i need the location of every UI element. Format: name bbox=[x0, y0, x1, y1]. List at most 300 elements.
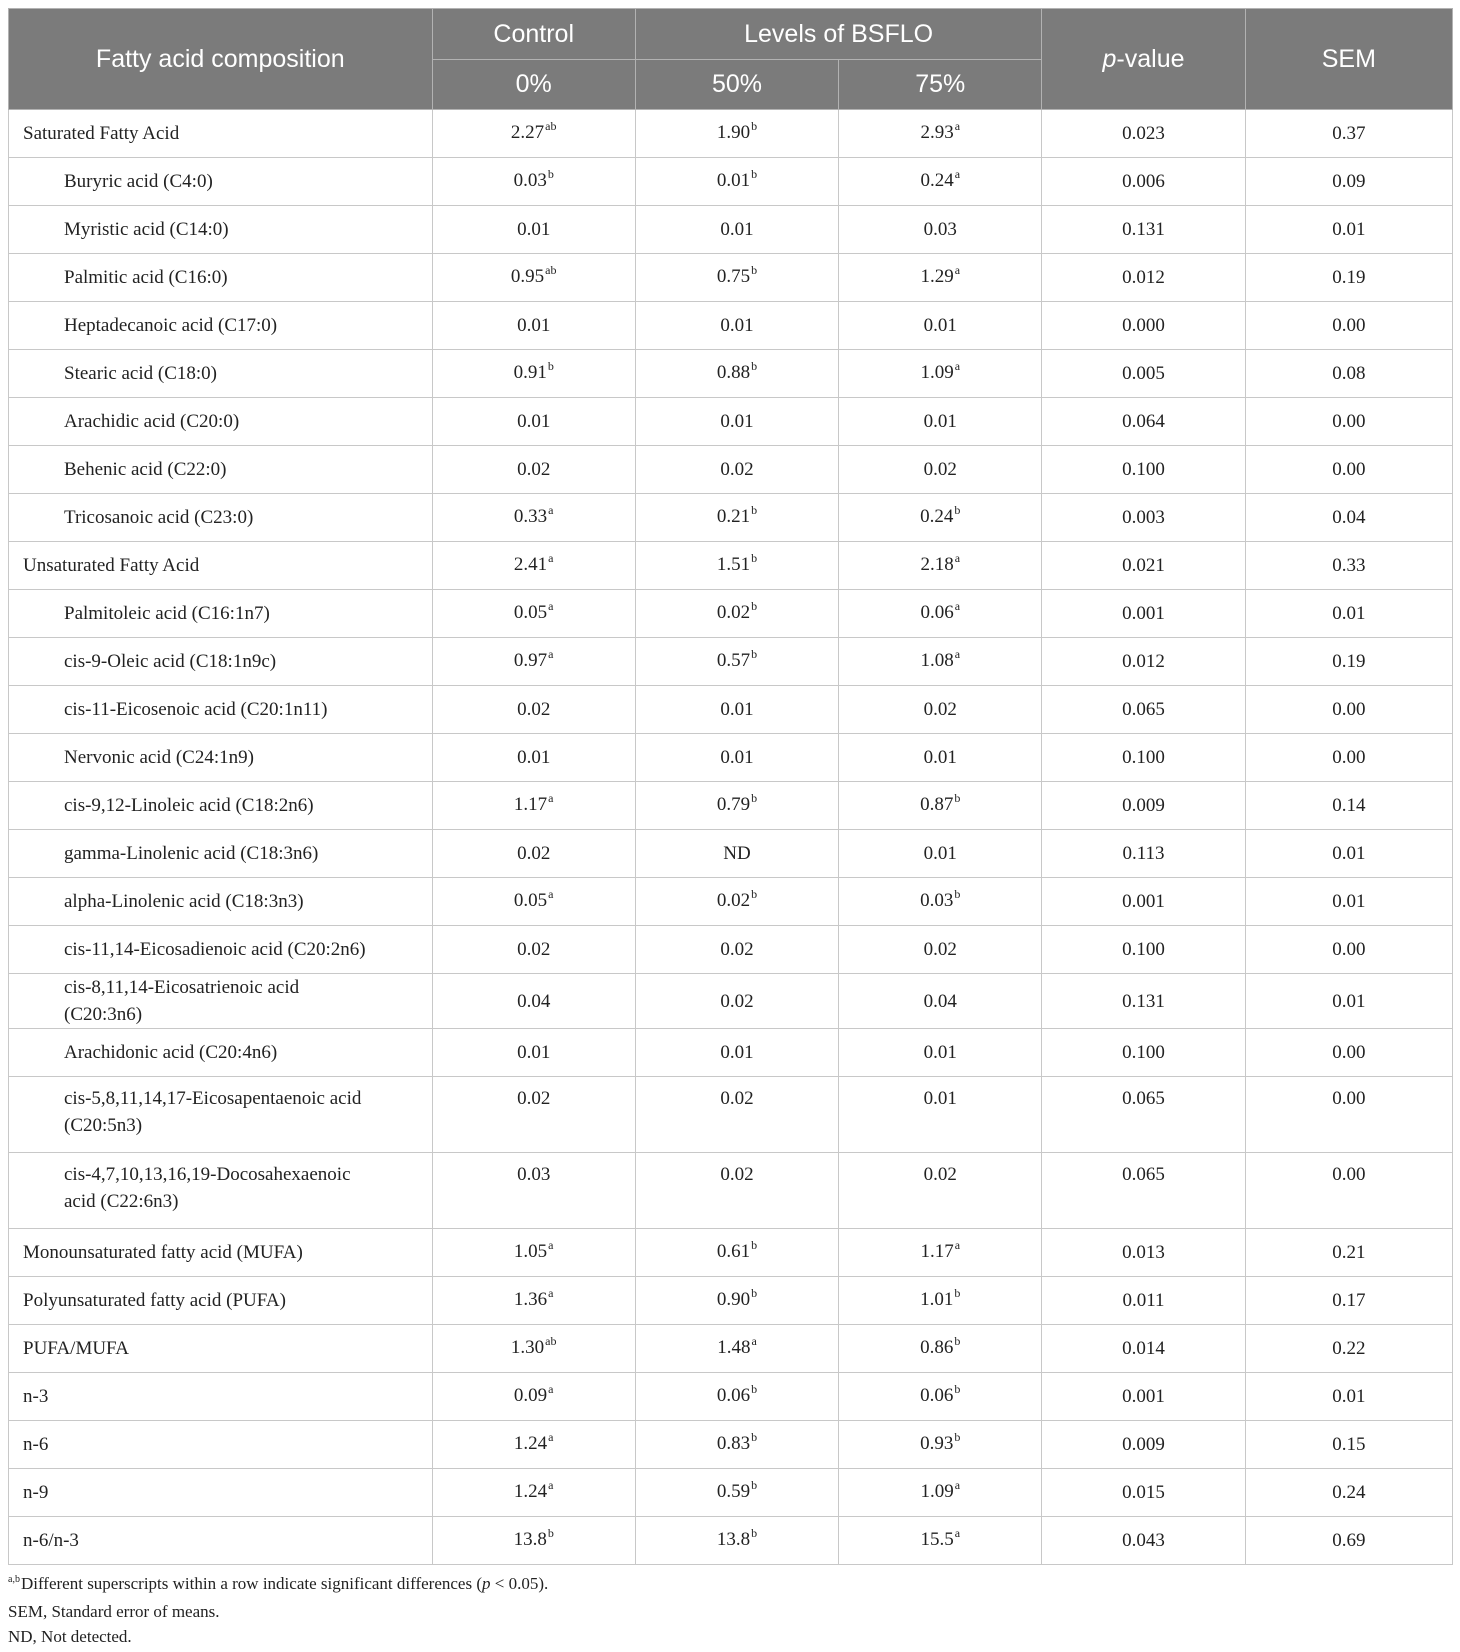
cell-value: 1.01 bbox=[920, 1289, 954, 1310]
table-footnotes bbox=[8, 1571, 1453, 1649]
significance-superscript: ab bbox=[545, 263, 557, 277]
cell-value: 0.01 bbox=[517, 315, 551, 336]
row-label: Saturated Fatty Acid bbox=[9, 110, 433, 158]
fatty-acid-table-figure bbox=[8, 8, 1453, 1649]
row-label: n-3 bbox=[9, 1373, 433, 1421]
cell-control-0 bbox=[432, 206, 635, 254]
cell-control-0 bbox=[432, 830, 635, 878]
table-row bbox=[9, 206, 1453, 254]
header-level-0: 0% bbox=[432, 60, 635, 110]
cell-value: 0.02 bbox=[517, 1088, 551, 1109]
cell-control-0 bbox=[432, 1153, 635, 1229]
cell-value: 0.01 bbox=[923, 1042, 957, 1063]
significance-superscript: b bbox=[751, 1430, 758, 1444]
cell-bsflo-75 bbox=[839, 446, 1042, 494]
cell-p-value: 0.001 bbox=[1042, 1373, 1245, 1421]
cell-value: 0.01 bbox=[923, 843, 957, 864]
cell-value: 2.93 bbox=[920, 122, 954, 143]
cell-bsflo-75 bbox=[839, 1373, 1042, 1421]
cell-value: 1.05 bbox=[513, 1241, 548, 1262]
cell-value: 0.02 bbox=[517, 843, 551, 864]
significance-superscript: a bbox=[954, 359, 961, 373]
cell-sem: 0.19 bbox=[1245, 254, 1452, 302]
cell-value: 0.61 bbox=[716, 1241, 751, 1262]
cell-sem: 0.24 bbox=[1245, 1469, 1452, 1517]
cell-bsflo-50 bbox=[635, 206, 838, 254]
cell-bsflo-50 bbox=[635, 1277, 838, 1325]
cell-control-0 bbox=[432, 1077, 635, 1153]
row-label: gamma-Linolenic acid (C18:3n6) bbox=[9, 830, 433, 878]
cell-value: 0.02 bbox=[720, 1164, 754, 1185]
cell-control-0 bbox=[432, 1421, 635, 1469]
cell-bsflo-50 bbox=[635, 1517, 838, 1565]
cell-sem: 0.01 bbox=[1245, 878, 1452, 926]
footnote-sig-text: Different superscripts within a row indicate significant differences ( bbox=[20, 1574, 483, 1593]
table-row bbox=[9, 1421, 1453, 1469]
row-label: Buryric acid (C4:0) bbox=[9, 158, 433, 206]
cell-bsflo-50 bbox=[635, 734, 838, 782]
cell-value: 1.17 bbox=[920, 1241, 954, 1262]
cell-p-value: 0.065 bbox=[1042, 686, 1245, 734]
header-sem: SEM bbox=[1245, 9, 1452, 110]
cell-value: 1.09 bbox=[920, 1481, 954, 1502]
cell-bsflo-50 bbox=[635, 1153, 838, 1229]
cell-value: 0.02 bbox=[720, 459, 754, 480]
cell-control-0 bbox=[432, 638, 635, 686]
table-row bbox=[9, 1373, 1453, 1421]
cell-sem: 0.22 bbox=[1245, 1325, 1452, 1373]
cell-value: 0.02 bbox=[517, 699, 551, 720]
cell-value: 0.02 bbox=[923, 939, 957, 960]
cell-bsflo-75 bbox=[839, 254, 1042, 302]
cell-value: 0.87 bbox=[920, 794, 954, 815]
significance-superscript: a bbox=[954, 263, 961, 277]
significance-superscript: a bbox=[548, 551, 554, 565]
cell-bsflo-75 bbox=[839, 1153, 1042, 1229]
significance-superscript: b bbox=[751, 167, 758, 181]
cell-value: 1.36 bbox=[513, 1289, 548, 1310]
table-row bbox=[9, 254, 1453, 302]
cell-p-value: 0.009 bbox=[1042, 1421, 1245, 1469]
cell-p-value: 0.001 bbox=[1042, 590, 1245, 638]
significance-superscript: a bbox=[548, 1382, 554, 1396]
table-row bbox=[9, 974, 1453, 1029]
cell-value: 0.59 bbox=[716, 1481, 751, 1502]
significance-superscript: a bbox=[954, 1238, 961, 1252]
cell-bsflo-75 bbox=[839, 734, 1042, 782]
cell-value: 2.18 bbox=[920, 554, 954, 575]
cell-control-0 bbox=[432, 446, 635, 494]
cell-sem: 0.09 bbox=[1245, 158, 1452, 206]
footnote-sem: SEM, Standard error of means. bbox=[8, 1602, 220, 1621]
footnote-sig-mark: a,b bbox=[8, 1574, 20, 1585]
cell-value: 0.02 bbox=[923, 1164, 957, 1185]
cell-bsflo-75 bbox=[839, 878, 1042, 926]
footnote-sig-p: p bbox=[482, 1574, 491, 1593]
significance-superscript: b bbox=[751, 1526, 758, 1540]
significance-superscript: a bbox=[548, 887, 554, 901]
cell-sem: 0.15 bbox=[1245, 1421, 1452, 1469]
row-label: PUFA/MUFA bbox=[9, 1325, 433, 1373]
cell-control-0 bbox=[432, 398, 635, 446]
cell-value: 0.75 bbox=[716, 266, 751, 287]
cell-value: 1.24 bbox=[513, 1433, 548, 1454]
cell-bsflo-50 bbox=[635, 542, 838, 590]
cell-p-value: 0.000 bbox=[1042, 302, 1245, 350]
significance-superscript: a bbox=[548, 599, 554, 613]
cell-value: 0.33 bbox=[513, 506, 548, 527]
cell-value: 0.01 bbox=[720, 1042, 754, 1063]
cell-value: 1.24 bbox=[513, 1481, 548, 1502]
table-row bbox=[9, 1469, 1453, 1517]
significance-superscript: a bbox=[954, 1526, 961, 1540]
cell-bsflo-50 bbox=[635, 302, 838, 350]
cell-bsflo-50 bbox=[635, 686, 838, 734]
significance-superscript: b bbox=[547, 359, 554, 373]
cell-value: 0.02 bbox=[517, 459, 551, 480]
significance-superscript: a bbox=[548, 1430, 554, 1444]
cell-p-value: 0.021 bbox=[1042, 542, 1245, 590]
header-level-50: 50% bbox=[635, 60, 838, 110]
row-label: Unsaturated Fatty Acid bbox=[9, 542, 433, 590]
cell-value: 0.83 bbox=[716, 1433, 751, 1454]
cell-control-0 bbox=[432, 1325, 635, 1373]
significance-superscript: a bbox=[954, 1478, 961, 1492]
cell-bsflo-75 bbox=[839, 1277, 1042, 1325]
cell-value: 0.03 bbox=[513, 170, 547, 191]
cell-p-value: 0.113 bbox=[1042, 830, 1245, 878]
cell-value: 0.02 bbox=[517, 939, 551, 960]
cell-bsflo-50 bbox=[635, 350, 838, 398]
cell-sem: 0.00 bbox=[1245, 398, 1452, 446]
cell-bsflo-75 bbox=[839, 110, 1042, 158]
cell-p-value: 0.023 bbox=[1042, 110, 1245, 158]
cell-value: 0.03 bbox=[923, 219, 957, 240]
cell-value: 1.48 bbox=[717, 1337, 751, 1358]
cell-value: 0.93 bbox=[920, 1433, 954, 1454]
cell-value: 1.08 bbox=[920, 650, 954, 671]
cell-value: ND bbox=[723, 843, 751, 864]
cell-value: 0.21 bbox=[716, 506, 751, 527]
significance-superscript: a bbox=[548, 647, 554, 661]
significance-superscript: b bbox=[954, 1430, 961, 1444]
cell-p-value: 0.015 bbox=[1042, 1469, 1245, 1517]
cell-bsflo-75 bbox=[839, 1077, 1042, 1153]
footnote-sig-text-end: < 0.05). bbox=[490, 1574, 549, 1593]
cell-sem: 0.00 bbox=[1245, 686, 1452, 734]
row-label: n-6 bbox=[9, 1421, 433, 1469]
cell-value: 0.01 bbox=[923, 315, 957, 336]
table-row bbox=[9, 1325, 1453, 1373]
table-row bbox=[9, 1277, 1453, 1325]
cell-value: 13.8 bbox=[513, 1529, 547, 1550]
cell-value: 1.51 bbox=[716, 554, 751, 575]
cell-sem: 0.00 bbox=[1245, 1029, 1452, 1077]
significance-superscript: b bbox=[751, 887, 758, 901]
table-row bbox=[9, 1077, 1453, 1153]
cell-p-value: 0.043 bbox=[1042, 1517, 1245, 1565]
cell-value: 0.57 bbox=[716, 650, 751, 671]
cell-p-value: 0.014 bbox=[1042, 1325, 1245, 1373]
cell-bsflo-50 bbox=[635, 782, 838, 830]
significance-superscript: a bbox=[548, 1286, 554, 1300]
cell-sem: 0.01 bbox=[1245, 974, 1452, 1029]
cell-bsflo-75 bbox=[839, 542, 1042, 590]
cell-sem: 0.19 bbox=[1245, 638, 1452, 686]
cell-value: 0.02 bbox=[720, 1088, 754, 1109]
cell-bsflo-50 bbox=[635, 1229, 838, 1277]
row-label: Behenic acid (C22:0) bbox=[9, 446, 433, 494]
row-label: n-9 bbox=[9, 1469, 433, 1517]
table-row bbox=[9, 1029, 1453, 1077]
cell-bsflo-75 bbox=[839, 686, 1042, 734]
cell-p-value: 0.001 bbox=[1042, 878, 1245, 926]
row-label: cis-8,11,14-Eicosatrienoic acid (C20:3n6) bbox=[9, 974, 433, 1029]
cell-control-0 bbox=[432, 1469, 635, 1517]
cell-p-value: 0.003 bbox=[1042, 494, 1245, 542]
cell-control-0 bbox=[432, 1373, 635, 1421]
cell-value: 0.79 bbox=[716, 794, 751, 815]
table-row bbox=[9, 494, 1453, 542]
row-label: cis-9-Oleic acid (C18:1n9c) bbox=[9, 638, 433, 686]
row-label: Nervonic acid (C24:1n9) bbox=[9, 734, 433, 782]
cell-bsflo-50 bbox=[635, 1077, 838, 1153]
cell-p-value: 0.012 bbox=[1042, 638, 1245, 686]
cell-bsflo-50 bbox=[635, 1373, 838, 1421]
table-row bbox=[9, 302, 1453, 350]
significance-superscript: b bbox=[751, 551, 758, 565]
significance-superscript: ab bbox=[545, 1334, 557, 1348]
cell-p-value: 0.009 bbox=[1042, 782, 1245, 830]
cell-p-value: 0.012 bbox=[1042, 254, 1245, 302]
cell-bsflo-50 bbox=[635, 638, 838, 686]
table-body bbox=[9, 110, 1453, 1565]
header-p-value bbox=[1042, 9, 1245, 110]
cell-value: 0.02 bbox=[923, 699, 957, 720]
cell-value: 2.27 bbox=[510, 122, 545, 143]
cell-value: 0.86 bbox=[920, 1337, 954, 1358]
cell-bsflo-75 bbox=[839, 926, 1042, 974]
cell-value: 0.88 bbox=[716, 362, 751, 383]
cell-sem: 0.00 bbox=[1245, 926, 1452, 974]
significance-superscript: b bbox=[751, 1382, 758, 1396]
cell-value: 0.02 bbox=[716, 602, 751, 623]
cell-p-value: 0.131 bbox=[1042, 206, 1245, 254]
significance-superscript: b bbox=[751, 1286, 758, 1300]
cell-sem: 0.37 bbox=[1245, 110, 1452, 158]
cell-sem: 0.04 bbox=[1245, 494, 1452, 542]
row-label: Monounsaturated fatty acid (MUFA) bbox=[9, 1229, 433, 1277]
table-row bbox=[9, 638, 1453, 686]
significance-superscript: a bbox=[954, 167, 961, 181]
cell-bsflo-75 bbox=[839, 638, 1042, 686]
cell-value: 1.90 bbox=[716, 122, 751, 143]
cell-value: 0.02 bbox=[720, 939, 754, 960]
cell-value: 0.06 bbox=[920, 602, 954, 623]
cell-control-0 bbox=[432, 350, 635, 398]
cell-control-0 bbox=[432, 878, 635, 926]
cell-sem: 0.00 bbox=[1245, 446, 1452, 494]
footnote-significance bbox=[8, 1571, 1453, 1599]
table-row bbox=[9, 926, 1453, 974]
cell-p-value: 0.006 bbox=[1042, 158, 1245, 206]
table-row bbox=[9, 542, 1453, 590]
table-row bbox=[9, 398, 1453, 446]
cell-value: 0.02 bbox=[720, 990, 754, 1012]
cell-control-0 bbox=[432, 302, 635, 350]
table-row bbox=[9, 830, 1453, 878]
row-label: n-6/n-3 bbox=[9, 1517, 433, 1565]
row-label: cis-5,8,11,14,17-Eicosapentaenoic acid (C20:5n3) bbox=[9, 1077, 433, 1153]
cell-bsflo-75 bbox=[839, 494, 1042, 542]
cell-control-0 bbox=[432, 974, 635, 1029]
significance-superscript: a bbox=[954, 599, 961, 613]
significance-superscript: a bbox=[751, 1334, 757, 1348]
cell-value: 0.02 bbox=[923, 459, 957, 480]
cell-bsflo-50 bbox=[635, 446, 838, 494]
cell-sem: 0.01 bbox=[1245, 830, 1452, 878]
row-label: Palmitic acid (C16:0) bbox=[9, 254, 433, 302]
cell-p-value: 0.065 bbox=[1042, 1077, 1245, 1153]
row-label: Palmitoleic acid (C16:1n7) bbox=[9, 590, 433, 638]
cell-control-0 bbox=[432, 1029, 635, 1077]
cell-value: 0.90 bbox=[716, 1289, 751, 1310]
significance-superscript: b bbox=[954, 1382, 961, 1396]
cell-value: 1.29 bbox=[920, 266, 954, 287]
cell-value: 0.97 bbox=[513, 650, 548, 671]
significance-superscript: b bbox=[751, 791, 758, 805]
cell-bsflo-75 bbox=[839, 1517, 1042, 1565]
cell-value: 0.06 bbox=[920, 1385, 954, 1406]
cell-p-value: 0.065 bbox=[1042, 1153, 1245, 1229]
significance-superscript: b bbox=[751, 599, 758, 613]
cell-p-value: 0.100 bbox=[1042, 446, 1245, 494]
cell-value: 0.91 bbox=[513, 362, 547, 383]
significance-superscript: a bbox=[954, 119, 961, 133]
table-row bbox=[9, 350, 1453, 398]
header-levels-of-bsflo: Levels of BSFLO bbox=[635, 9, 1042, 60]
row-label: Heptadecanoic acid (C17:0) bbox=[9, 302, 433, 350]
cell-bsflo-50 bbox=[635, 926, 838, 974]
cell-value: 0.03 bbox=[517, 1164, 551, 1185]
cell-bsflo-50 bbox=[635, 830, 838, 878]
row-label: Arachidonic acid (C20:4n6) bbox=[9, 1029, 433, 1077]
cell-value: 0.01 bbox=[720, 315, 754, 336]
cell-control-0 bbox=[432, 1229, 635, 1277]
cell-value: 0.24 bbox=[920, 506, 954, 527]
cell-sem: 0.69 bbox=[1245, 1517, 1452, 1565]
cell-control-0 bbox=[432, 494, 635, 542]
cell-value: 0.01 bbox=[923, 1088, 957, 1109]
cell-bsflo-50 bbox=[635, 590, 838, 638]
cell-control-0 bbox=[432, 734, 635, 782]
table-row bbox=[9, 1517, 1453, 1565]
significance-superscript: b bbox=[751, 647, 758, 661]
cell-bsflo-75 bbox=[839, 590, 1042, 638]
cell-sem: 0.01 bbox=[1245, 590, 1452, 638]
table-header bbox=[9, 9, 1453, 110]
cell-value: 15.5 bbox=[920, 1529, 954, 1550]
cell-value: 0.04 bbox=[517, 990, 551, 1012]
row-label: Tricosanoic acid (C23:0) bbox=[9, 494, 433, 542]
cell-value: 0.01 bbox=[720, 219, 754, 240]
cell-value: 0.95 bbox=[510, 266, 545, 287]
significance-superscript: b bbox=[954, 887, 961, 901]
cell-value: 0.01 bbox=[923, 411, 957, 432]
cell-bsflo-75 bbox=[839, 1229, 1042, 1277]
table-row bbox=[9, 446, 1453, 494]
header-p-rest: -value bbox=[1116, 44, 1185, 73]
table-row bbox=[9, 1153, 1453, 1229]
cell-value: 0.01 bbox=[517, 1042, 551, 1063]
table-row bbox=[9, 110, 1453, 158]
cell-value: 0.01 bbox=[517, 747, 551, 768]
cell-p-value: 0.100 bbox=[1042, 1029, 1245, 1077]
row-label: cis-11-Eicosenoic acid (C20:1n11) bbox=[9, 686, 433, 734]
cell-bsflo-75 bbox=[839, 782, 1042, 830]
header-fatty-acid-composition: Fatty acid composition bbox=[9, 9, 433, 110]
cell-value: 0.01 bbox=[517, 411, 551, 432]
cell-value: 2.41 bbox=[513, 554, 548, 575]
cell-sem: 0.08 bbox=[1245, 350, 1452, 398]
cell-bsflo-75 bbox=[839, 830, 1042, 878]
cell-value: 0.05 bbox=[513, 602, 548, 623]
cell-sem: 0.14 bbox=[1245, 782, 1452, 830]
fatty-acid-table bbox=[8, 8, 1453, 1565]
cell-bsflo-50 bbox=[635, 1421, 838, 1469]
cell-bsflo-75 bbox=[839, 1029, 1042, 1077]
cell-value: 0.06 bbox=[716, 1385, 751, 1406]
cell-control-0 bbox=[432, 926, 635, 974]
cell-bsflo-50 bbox=[635, 398, 838, 446]
cell-sem: 0.00 bbox=[1245, 734, 1452, 782]
cell-control-0 bbox=[432, 590, 635, 638]
cell-p-value: 0.011 bbox=[1042, 1277, 1245, 1325]
table-row bbox=[9, 782, 1453, 830]
cell-value: 0.01 bbox=[716, 170, 751, 191]
cell-control-0 bbox=[432, 110, 635, 158]
cell-value: 0.24 bbox=[920, 170, 954, 191]
cell-control-0 bbox=[432, 1277, 635, 1325]
cell-control-0 bbox=[432, 542, 635, 590]
cell-value: 13.8 bbox=[716, 1529, 751, 1550]
row-label: Polyunsaturated fatty acid (PUFA) bbox=[9, 1277, 433, 1325]
significance-superscript: b bbox=[751, 1478, 758, 1492]
cell-bsflo-75 bbox=[839, 974, 1042, 1029]
row-label: Stearic acid (C18:0) bbox=[9, 350, 433, 398]
cell-sem: 0.00 bbox=[1245, 302, 1452, 350]
significance-superscript: a bbox=[548, 1478, 554, 1492]
cell-bsflo-50 bbox=[635, 158, 838, 206]
cell-control-0 bbox=[432, 254, 635, 302]
cell-bsflo-75 bbox=[839, 158, 1042, 206]
row-label: cis-9,12-Linoleic acid (C18:2n6) bbox=[9, 782, 433, 830]
cell-control-0 bbox=[432, 782, 635, 830]
significance-superscript: b bbox=[954, 791, 961, 805]
cell-control-0 bbox=[432, 1517, 635, 1565]
cell-value: 0.04 bbox=[923, 990, 957, 1012]
significance-superscript: a bbox=[548, 791, 554, 805]
row-label: cis-11,14-Eicosadienoic acid (C20:2n6) bbox=[9, 926, 433, 974]
cell-control-0 bbox=[432, 158, 635, 206]
cell-value: 0.01 bbox=[923, 747, 957, 768]
cell-bsflo-50 bbox=[635, 878, 838, 926]
cell-p-value: 0.100 bbox=[1042, 926, 1245, 974]
cell-sem: 0.01 bbox=[1245, 206, 1452, 254]
cell-value: 0.01 bbox=[720, 699, 754, 720]
cell-p-value: 0.064 bbox=[1042, 398, 1245, 446]
cell-value: 0.09 bbox=[513, 1385, 548, 1406]
